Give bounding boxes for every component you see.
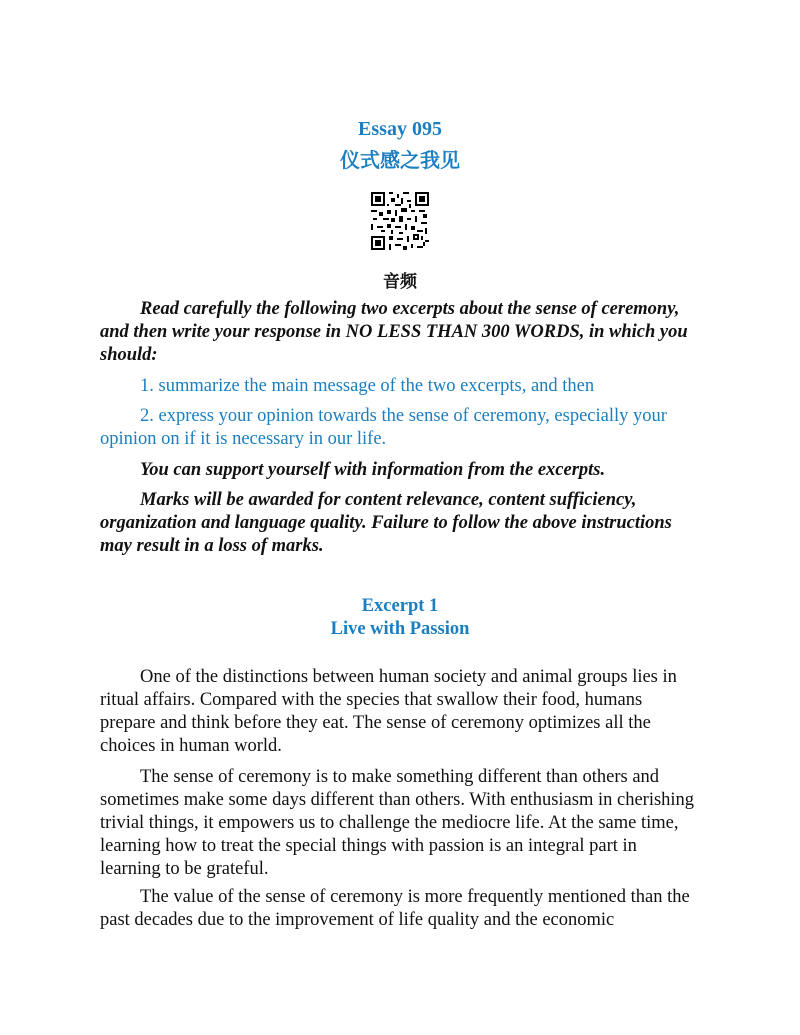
instructions-support: You can support yourself with information from the excerpts. — [140, 460, 606, 480]
instructions-intro: Read carefully the following two excerpts about the sense of ceremony, and then write your response in NO LESS THAN 300 WORDS, in which you should: — [100, 299, 688, 365]
audio-label[interactable]: 音频 — [383, 272, 417, 292]
excerpt-1-paragraph: The sense of ceremony is to make something different than others and sometimes make some days different than others. With enthusiasm in cherishing trivial things, it empowers us to challenge the mediocre life. At the same time, learning how to treat the special things with passion is an integral part in learning to be grateful. — [100, 767, 695, 879]
excerpt-1-title: Live with Passion — [330, 619, 470, 639]
essay-number-title: Essay 095 — [358, 118, 442, 140]
excerpt-1-paragraph: One of the distinctions between human society and animal groups lies in ritual affairs. Compared with the species that swallow their food, humans prepare and think before they eat. The sense of ceremony optimizes all the choices in human world. — [100, 667, 677, 756]
instructions-marks: Marks will be awarded for content relevance, content sufficiency, organization and language quality. Failure to follow the above instructions may result in a loss of marks. — [100, 490, 672, 556]
essay-chinese-title: 仪式感之我见 — [340, 148, 460, 172]
instruction-point-1: 1. summarize the main message of the two excerpts, and then — [140, 376, 595, 396]
qr-code-icon[interactable] — [371, 192, 429, 250]
excerpt-1-paragraph: The value of the sense of ceremony is more frequently mentioned than the past decades due to the improvement of life quality and the economic — [100, 887, 690, 930]
excerpt-1-label: Excerpt 1 — [361, 596, 439, 616]
instruction-point-2: 2. express your opinion towards the sense of ceremony, especially your opinion on if it is necessary in our life. — [100, 406, 667, 449]
